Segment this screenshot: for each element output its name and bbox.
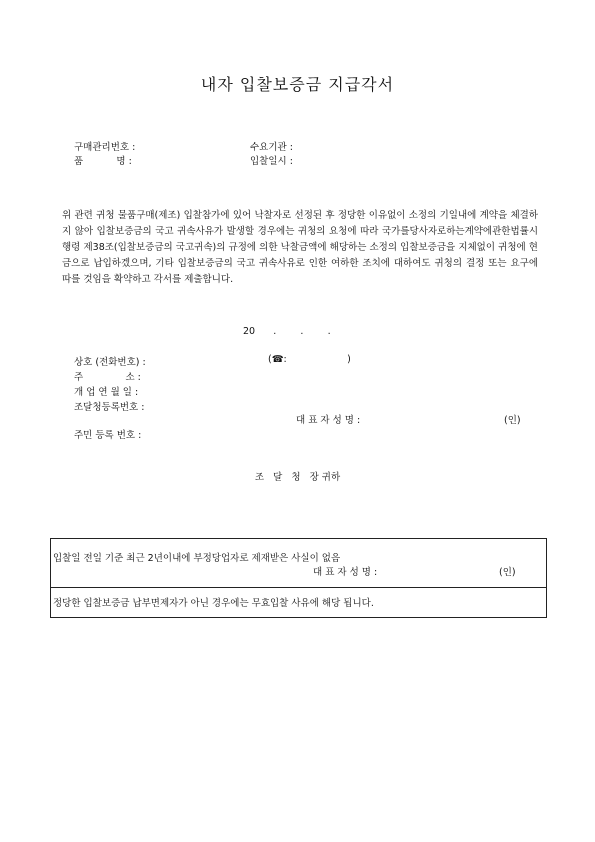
footer-note: 정당한 입찰보증금 납부면제자가 아닌 경우에는 무효입찰 사유에 해당 됩니다.	[53, 598, 374, 609]
demand-organization-label: 수요기관 :	[250, 142, 293, 153]
phone-field-label: (☎: )	[268, 354, 351, 365]
addressee: 조 달 청 장 귀하	[254, 472, 341, 483]
box-representative-label: 대 표 자 성 명 :	[313, 567, 378, 578]
resident-number-label: 주민 등록 번호 :	[74, 430, 142, 441]
box-seal-label: (인)	[499, 567, 516, 578]
pledge-paragraph: 위 관련 귀청 물품구매(제조) 입찰참가에 있어 낙찰자로 선정된 후 정당한 이유없이 소정의 기일내에 계약을 체결하지 않아 입찰보증금의 국고 귀속사유가 발생할 경우에는 귀청의 요청에 따라 국가를당사자로하는계약에관한법률시행령 제38조(입찰보증금의 국고귀속)의 규정에 의한 낙찰금액에 해당하는 소정의 입찰보증금을 지체없이 귀청에 현금으로 납입하겠으며, 기타 입찰보증금의 국고 귀속사유로 인한 여하한 조치에 대하여도 귀청의 결정 또는 요구에 따를 것임을 확약하고 각서를 제출합니다.	[62, 210, 538, 285]
seal-label: (인)	[504, 415, 521, 426]
item-name-label: 품 명 :	[74, 156, 132, 167]
bid-datetime-label: 입찰일시 :	[250, 156, 293, 167]
company-phone-label: 상호 (전화번호) :	[74, 357, 146, 368]
registration-number-label: 조달청등록번호 :	[74, 402, 145, 413]
opening-date-label: 개 업 연 월 일 :	[74, 387, 139, 398]
date-line: 20 . . .	[243, 326, 331, 337]
representative-name-label: 대 표 자 성 명 :	[296, 415, 361, 426]
footer-note-box	[50, 586, 547, 618]
purchase-number-label: 구매관리번호 :	[74, 142, 136, 153]
document-title: 내자 입찰보증금 지급각서	[200, 75, 395, 94]
confirmation-box	[50, 538, 547, 588]
sanction-statement: 입찰일 전일 기준 최근 2년이내에 부정당업자로 제재받은 사실이 없음	[53, 553, 341, 564]
address-label: 주 소 :	[74, 372, 141, 383]
